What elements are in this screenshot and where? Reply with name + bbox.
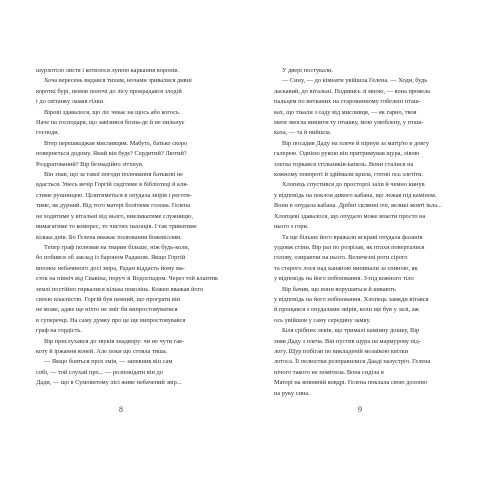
text-line: землі постійно гиркалися кілька поколінь. Кожен вважав його — [36, 285, 204, 293]
text-line: не ходитиме у вітальні від нього, викликатиме служницю, — [36, 212, 193, 220]
text-line: нього з гори. — [274, 223, 309, 231]
text-line: повернеться додому. Який він буде? Сердитий? Лютий? — [36, 150, 187, 158]
text-line: Дади, — що в Сумовитому лісі живе небачений звір... — [36, 379, 182, 387]
text-line: логу. Щур побігав по викладеній мозаїкою квітки — [274, 347, 409, 355]
text-line: лотоса. Її пелюстки розправилися Дааді назустріч. Гелена — [274, 358, 431, 366]
left-page-text — [36, 66, 234, 389]
text-line: уздовж стіни. Вір раз по розрізав, як птахи поверталися — [274, 243, 425, 251]
text-line: голову, озираючи на нього. Величезні роги сірого — [274, 254, 408, 262]
text-line: вполює небачиного досі звіра, Радан віддасть йому ма- — [36, 264, 185, 272]
text-line: кілька днів. Бо Гелена вважає полювання божевіллям. — [36, 233, 182, 241]
text-line: собі, — той слухай про... — розповідати він до — [36, 368, 163, 376]
text-line: на руку сина. — [274, 389, 310, 397]
text-line: не може, адже ще ніхто не зміг би випростовуватися — [36, 306, 178, 314]
text-line: Матері на вовняній ковдрі. Гелена поклала свою долоню — [274, 379, 427, 387]
text-line: ках, що тікали з саду від мисливця, — як гарно, твоя — [274, 108, 417, 116]
text-line: Хоча вересень видався тихим, ночами зривалися дивні — [44, 77, 192, 85]
text-line: господи. — [36, 129, 60, 137]
text-line: в суперечці. На саму думку про це ще випростовувався — [36, 316, 186, 324]
text-line: шурхотіло листя і котилося луною каркання воронів. — [36, 67, 179, 74]
text-line: короткі бурі, немов поночі до лісу прокрадався злодій — [36, 87, 182, 95]
text-line: Хлопець спустився до просторої зали й чемно кинув — [282, 181, 425, 189]
text-line: кожному повороті й здіймали крила, готові ось злетіти. — [274, 171, 424, 179]
text-line: — Якщо бояться проз змія, — запевнив він сам — [44, 358, 173, 366]
text-line: Вір посадив Даду на плече й пірнув за матір'ю в довгу — [282, 139, 430, 147]
text-line: і до світанку ламав гілки. — [36, 98, 105, 106]
text-line: Тепер граф полював на тварин більше, ніж будь-коли, — [44, 243, 190, 251]
text-line: Біля срібних левів, що трималі камінну дошку, Вір — [282, 327, 420, 335]
text-line: каха, — та й вийшла. — [274, 129, 332, 137]
text-line: у відповідь на його побоювання. Хлопець завжди вітався — [274, 295, 429, 303]
text-line: злегка торкався стільників-капель. Вони сталися на — [274, 160, 414, 168]
text-line: Хлопцеві здавалося, що опудало може впасти просто на — [274, 212, 426, 220]
text-line: бо побився об заклад із бароном Раданом. Якщо Горгій — [36, 254, 186, 262]
text-line: коту й іржання коней. Але поки що стояла тиша. — [36, 347, 168, 355]
text-line: у відповідь на його побоювання. З-під кожного тіло — [274, 275, 414, 283]
text-line: У двері постукали. — [282, 67, 334, 74]
text-line: мати змогла вишити ту пташку, мою улюблену, у пташ- — [274, 119, 424, 127]
text-line: — Сину, — до кімнати увійшла Гелена. — Ходи, будь — [282, 77, 428, 85]
text-line: Вір бачив, що вони ворушаться й кивають — [282, 285, 396, 293]
text-line: вимагатиме то компрес, то чистих пахощів. І так триватиме — [36, 223, 197, 231]
text-line: ось увійшов у саму середину замку. — [274, 316, 371, 324]
text-line: й прощався з опудалами звірів, коли ще був у залі, аж — [274, 306, 420, 314]
right-page-number: 9 — [358, 405, 362, 414]
text-line: Наче на господаря, що завізився бозна-де й не пильнує — [36, 119, 185, 127]
text-line: пальцем по витканих на старовинному гобелені пташ- — [274, 98, 421, 106]
text-line: вдасться. Увесь вечір Горгій сидітиме в бібліотеці й кля- — [36, 181, 189, 189]
left-page-number: 8 — [119, 405, 123, 414]
text-line: ласкавий, до вітальні. Подивись зі мною, — вона провела — [274, 87, 430, 95]
text-line: Вони в опудала кабана. Дрібні склянні очі, великі жовті ікла... — [274, 202, 442, 210]
text-line: Він знав, що за такої погоди полювання батькові не — [44, 171, 184, 179]
text-line: єток на північ від Свавіна, поруч зі Водоспадом. Через той клаптик — [36, 275, 219, 283]
right-page-text — [274, 66, 472, 399]
text-line: Втер перешкоджав мисливцям. Мабуть, батько скоро — [44, 139, 188, 147]
text-line: Вірові здавалося, що ліс чекає на щось або когось. — [44, 108, 181, 116]
text-line: Роздратований? Вір безнадійно зітхнув. — [36, 160, 144, 168]
text-line: галерею. Однією рукою він притримував щура, лівою — [274, 150, 420, 158]
text-line: та старого лося над канапою випинали за спиною, як — [274, 264, 418, 272]
text-line: стиме рушницею. Цілитиметься в опудала звірів і реготи- — [36, 191, 192, 199]
text-line: Вір прислухався до звуків знадвору: чи не чути гав- — [44, 337, 185, 345]
text-line: Та ще більше його вражали яскраві опудала фазанів — [282, 233, 423, 241]
text-line: нічого такого не помітила. Вона сиділа в — [274, 368, 384, 376]
text-line: граф на гордість. — [36, 327, 82, 335]
text-line: зняв Даду з плеча. Він пустив щура на мармурову під- — [274, 337, 421, 345]
text-line: своєю власністю. Горгій був певний, що програти він — [36, 295, 181, 303]
text-line: тиме, як дурний. Від того матері болітиме голова. Гелена — [36, 202, 191, 210]
text-line: у відповідь на поклон дикого кабана, що лежав під каміном. — [274, 191, 437, 199]
